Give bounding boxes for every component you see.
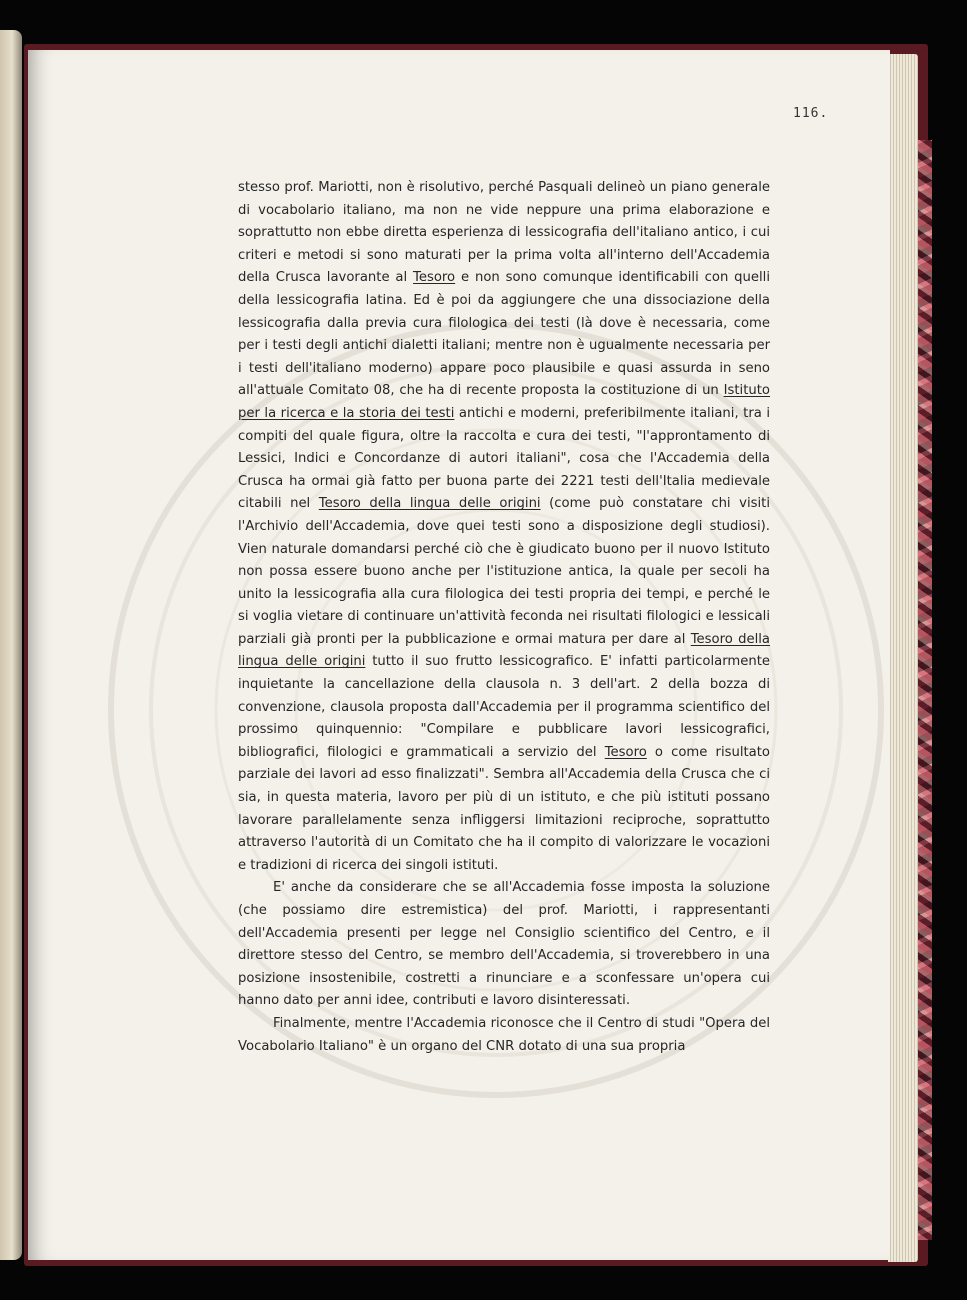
text-run: Finalmente, mentre l'Accademia riconosce che il Centro di studi "Opera del Vocabolario Italiano" è un organo del CNR dotato di una sua propria bbox=[238, 1015, 770, 1054]
underlined-title: Tesoro bbox=[413, 270, 456, 286]
text-run: (come può constatare chi visiti l'Archivio dell'Accademia, dove quei testi sono a disposizione degli studiosi). Vien naturale domandarsi perché ciò che è giudicato buono per il nuovo Istituto non possa essere buono anche per l'istituzione antica, la quale per secoli ha unito la lessicografia alla cura filologica dei testi propria dei tempi, e perché le si voglia vietare di continuare un'attività feconda nei risultati filologici e lessicali parziali già pronti per la pubblicazione e ormai matura per dare al bbox=[238, 496, 770, 647]
body-text bbox=[238, 177, 770, 1058]
text-run: stesso prof. Mariotti, non è risolutivo, perché Pasquali delineò un piano generale di vocabolario italiano, ma non ne vide neppure una prima elaborazione e soprattutto non ebbe diretta esperienza di lessicografia dell'italiano antico, i cui criteri e metodi si sono maturati per la prima volta all'interno dell'Accademia della Crusca lavorante al bbox=[238, 180, 770, 286]
page-number: 116. bbox=[793, 106, 829, 121]
text-run: E' anche da considerare che se all'Accademia fosse imposta la soluzione (che possiamo dire estremistica) del prof. Mariotti, i rappresentanti dell'Accademia presenti per legge nel Consiglio scientifico del Centro, e il direttore stesso del Centro, se membro dell'Accademia, si troverebbero in una posizione insostenibile, costretti a rinunciare e a sconfessare un'opera cui hanno dato per anni idee, contributi e lavoro disinteressati. bbox=[238, 880, 770, 1009]
document-page bbox=[28, 50, 890, 1260]
paragraph bbox=[238, 177, 770, 877]
underlined-title: Tesoro della lingua delle origini bbox=[238, 631, 770, 670]
underlined-title: Tesoro bbox=[604, 744, 647, 760]
marbled-edge bbox=[918, 140, 932, 1240]
text-run: antichi e moderni, preferibilmente italiani, tra i compiti del quale figura, oltre la raccolta e cura dei testi, "l'approntamento di Lessici, Indici e Concordanze di autori italiani", cosa che l'Accademia della Crusca ha ormai già fatto per buona parte dei 2221 testi dell'Italia medievale citabili nel bbox=[238, 405, 770, 512]
paragraph bbox=[238, 877, 770, 1013]
text-run: o come risultato parziale dei lavori ad esso finalizzati". Sembra all'Accademia della Crusca che ci sia, in questa materia, lavoro per più di un istituto, e che più istituti possano lavorare parallelamente senza infliggersi limitazioni reciproche, soprattutto attraverso l'autorità di un Comitato che ha il compito di valorizzare le vocazioni e tradizioni di ricerca dei singoli istituti. bbox=[238, 744, 770, 873]
previous-page-edge bbox=[0, 30, 22, 1260]
page-block-edges bbox=[888, 54, 918, 1262]
paragraph bbox=[238, 1013, 770, 1058]
text-run: tutto il suo frutto lessicografico. E' infatti particolarmente inquietante la cancellazione della clausola n. 3 dell'art. 2 della bozza di convenzione, clausola proposta dall'Accademia per il programma scientifico del prossimo quinquennio: "Compilare e pubblicare lavori lessicografici, bibliografici, filologici e grammaticali a servizio del bbox=[238, 654, 770, 760]
text-run: e non sono comunque identificabili con quelli della lessicografia latina. Ed è poi da aggiungere che una dissociazione della lessicografia dalla previa cura filologica dei testi (là dove è necessaria, come per i testi degli antichi dialetti italiani; mentre non è ugualmente necessaria per i testi dell'italiano moderno) appare poco plausibile e quasi assurda in seno all'attuale Comitato 08, che ha di recente proposta la costituzione di un bbox=[238, 270, 770, 399]
underlined-title: Tesoro della lingua delle origini bbox=[318, 496, 541, 512]
underlined-title: Istituto per la ricerca e la storia dei testi bbox=[238, 383, 770, 421]
